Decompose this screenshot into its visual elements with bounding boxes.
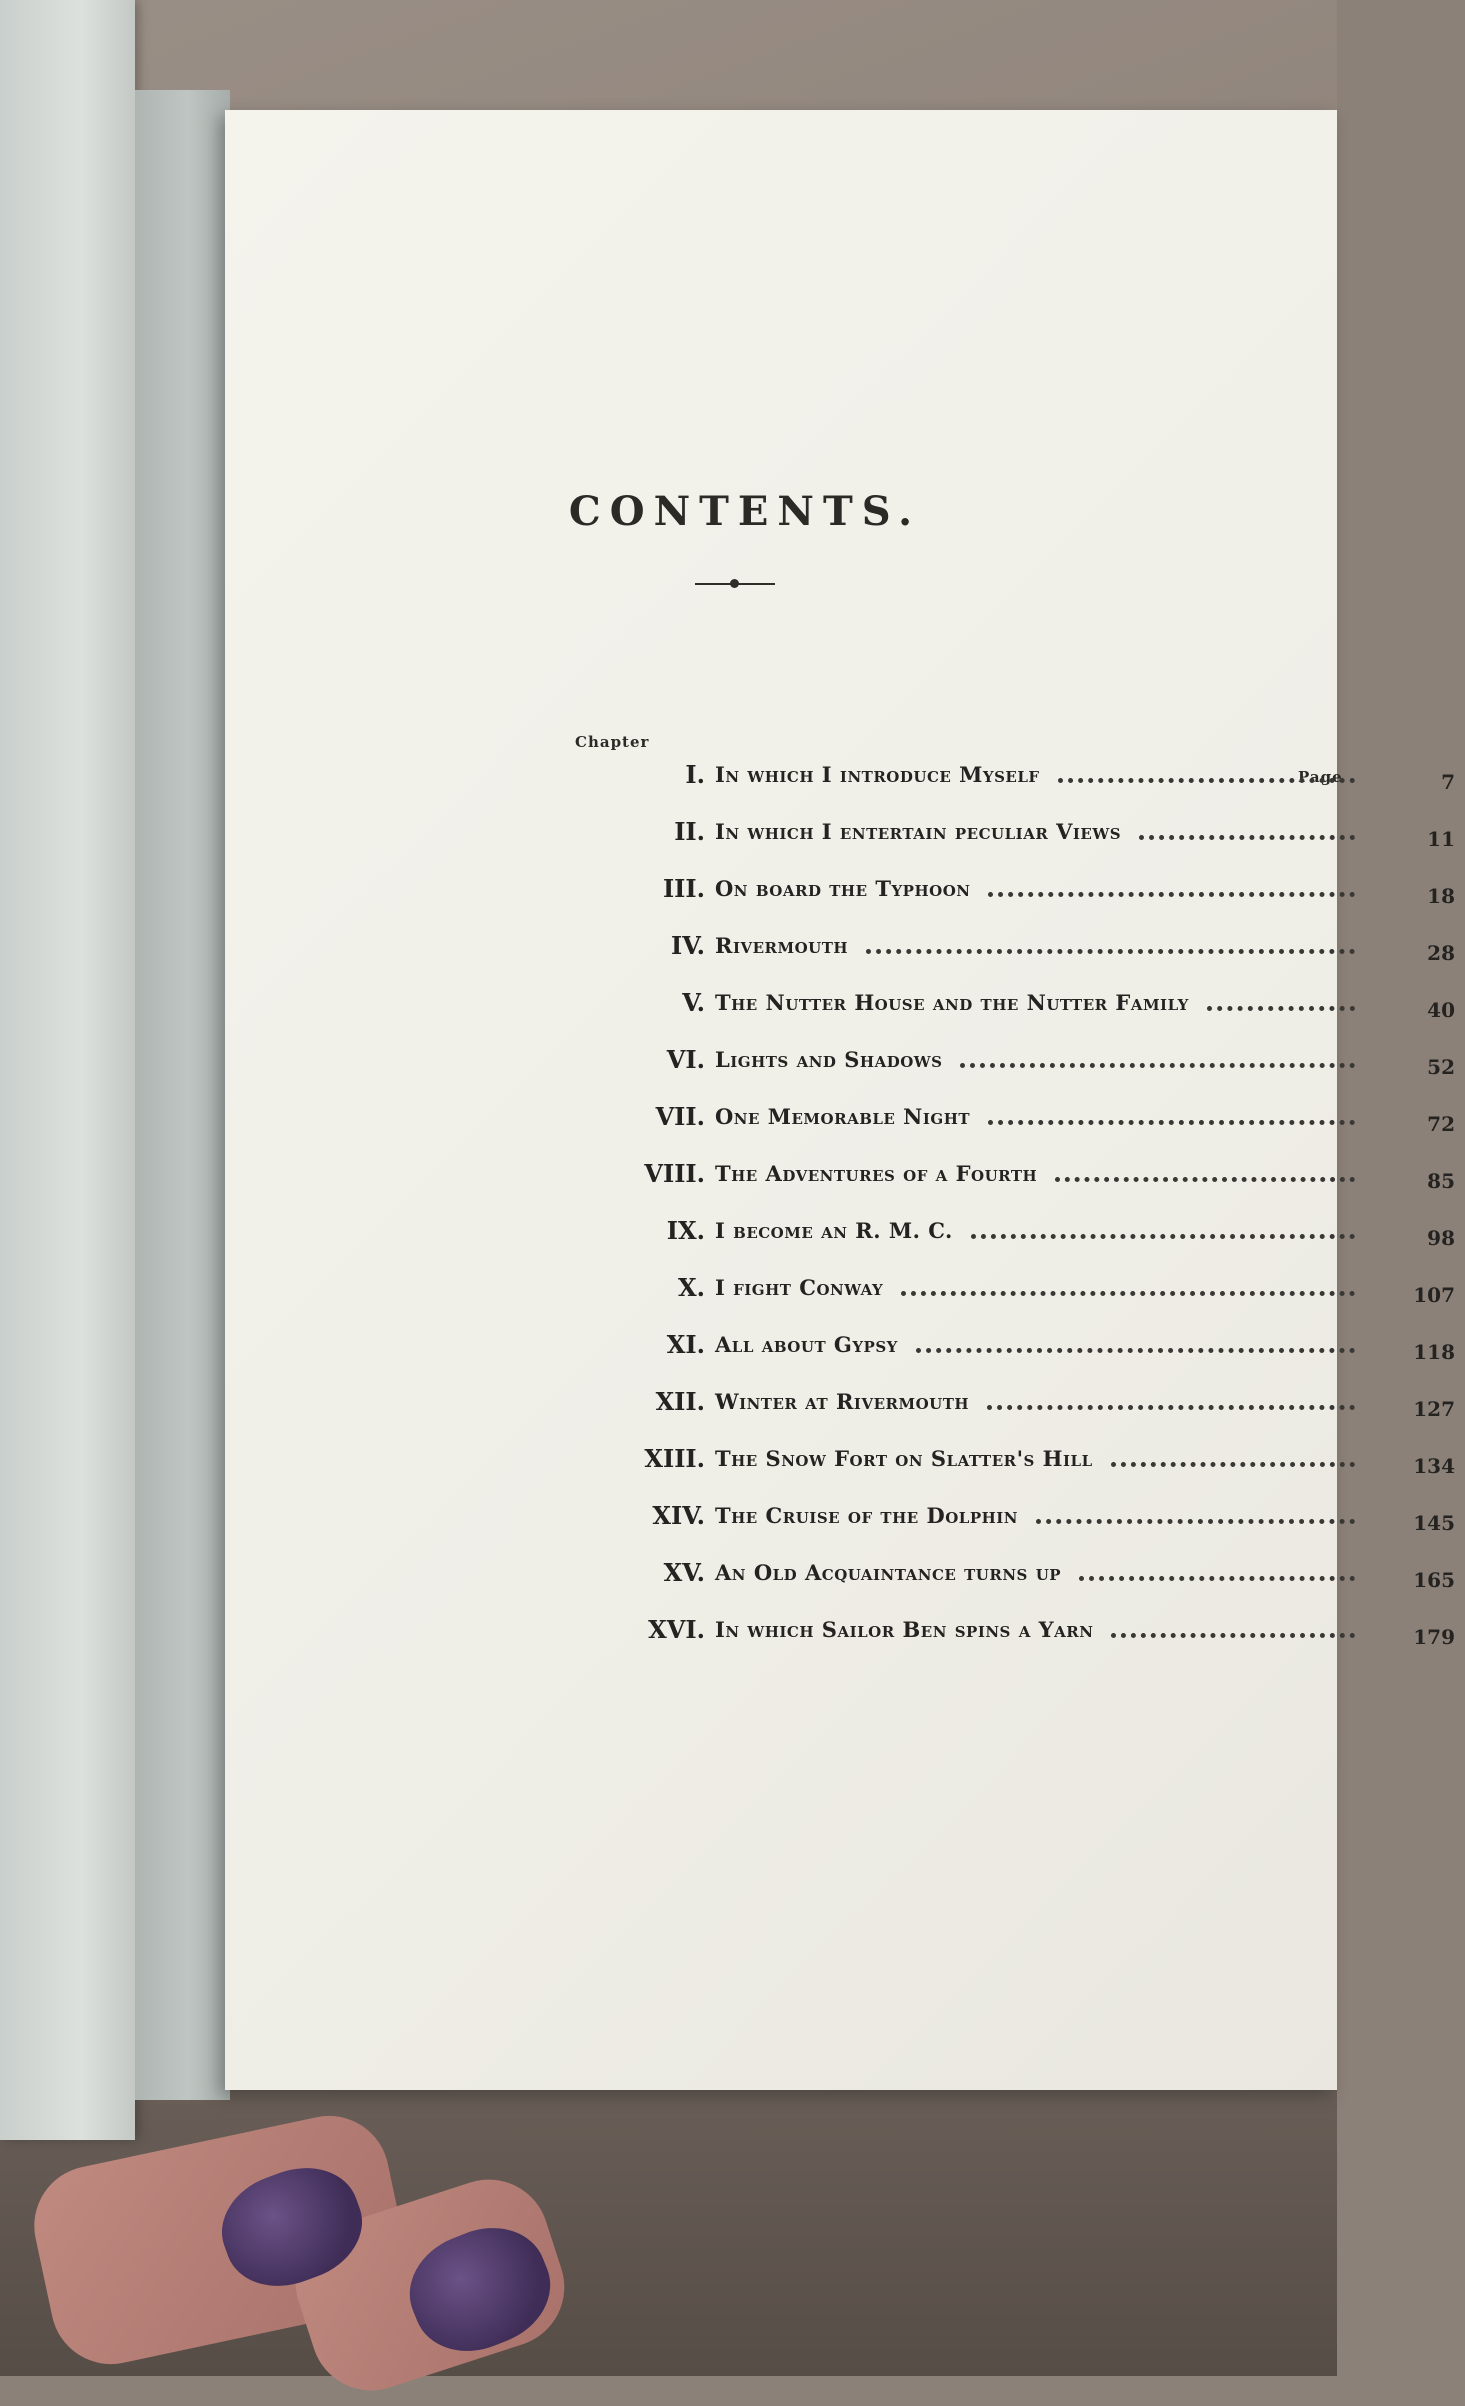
chapter-number: XI. — [666, 1330, 705, 1359]
chapter-number: VII. — [655, 1102, 705, 1131]
chapter-number: XII. — [655, 1387, 705, 1416]
toc-row — [585, 1330, 1455, 1374]
toc-row — [585, 760, 1455, 804]
chapter-title: I fight Conway — [715, 1275, 884, 1300]
dot-leader — [916, 1344, 1355, 1353]
toc-row — [585, 874, 1455, 918]
chapter-page-number: 118 — [1413, 1340, 1455, 1364]
chapter-page-number: 85 — [1427, 1169, 1455, 1193]
chapter-number: II. — [674, 817, 705, 846]
chapter-number: X. — [678, 1273, 705, 1302]
book-page-edge — [135, 90, 230, 2100]
chapter-number: III. — [662, 874, 705, 903]
dot-leader — [1036, 1515, 1355, 1524]
chapter-title: The Adventures of a Fourth — [715, 1161, 1038, 1186]
toc-row — [585, 1273, 1455, 1317]
toc-row — [585, 1501, 1455, 1545]
ornament-rule-icon — [695, 578, 775, 590]
chapter-title: Lights and Shadows — [715, 1047, 943, 1072]
dot-leader — [1111, 1629, 1355, 1638]
dot-leader — [1058, 774, 1355, 783]
toc-row — [585, 1102, 1455, 1146]
chapter-page-number: 107 — [1413, 1283, 1455, 1307]
dot-leader — [1139, 831, 1355, 840]
chapter-number: XIV. — [652, 1501, 705, 1530]
chapter-title: The Nutter House and the Nutter Family — [715, 990, 1189, 1015]
toc-row — [585, 988, 1455, 1032]
chapter-title: On board the Typhoon — [715, 876, 971, 901]
chapter-number: IX. — [666, 1216, 705, 1245]
chapter-title: In which I entertain peculiar Views — [715, 819, 1122, 844]
chapter-title: Winter at Rivermouth — [715, 1389, 970, 1414]
chapter-page-number: 145 — [1413, 1511, 1455, 1535]
chapter-title: Rivermouth — [715, 933, 849, 958]
toc-row — [585, 1558, 1455, 1602]
chapter-number: XIII. — [644, 1444, 705, 1473]
chapter-title: All about Gypsy — [715, 1332, 898, 1357]
dot-leader — [987, 1401, 1355, 1410]
dot-leader — [988, 1116, 1355, 1125]
chapter-number: IV. — [670, 931, 705, 960]
chapter-page-number: 18 — [1427, 884, 1455, 908]
toc-row — [585, 1387, 1455, 1431]
chapter-number: VI. — [666, 1045, 705, 1074]
chapter-number: XVI. — [648, 1615, 705, 1644]
chapter-page-number: 72 — [1427, 1112, 1455, 1136]
dot-leader — [1055, 1173, 1355, 1182]
chapter-column-header: Chapter — [575, 733, 650, 751]
page-column-header: Page — [1298, 768, 1343, 786]
chapter-page-number: 40 — [1427, 998, 1455, 1022]
chapter-title: The Cruise of the Dolphin — [715, 1503, 1019, 1528]
chapter-page-number: 11 — [1427, 827, 1455, 851]
chapter-title: I become an R. M. C. — [715, 1218, 953, 1243]
toc-row — [585, 1216, 1455, 1260]
chapter-title: In which I introduce Myself — [715, 762, 1040, 787]
chapter-page-number: 52 — [1427, 1055, 1455, 1079]
chapter-page-number: 165 — [1413, 1568, 1455, 1592]
chapter-page-number: 127 — [1413, 1397, 1455, 1421]
chapter-title: One Memorable Night — [715, 1104, 971, 1129]
chapter-number: V. — [682, 988, 705, 1017]
chapter-number: XV. — [663, 1558, 705, 1587]
chapter-page-number: 134 — [1413, 1454, 1455, 1478]
chapter-title: The Snow Fort on Slatter's Hill — [715, 1446, 1093, 1471]
contents-page — [225, 110, 1455, 2090]
chapter-page-number: 7 — [1441, 770, 1455, 794]
dot-leader — [1207, 1002, 1355, 1011]
dot-leader — [971, 1230, 1355, 1239]
chapter-page-number: 98 — [1427, 1226, 1455, 1250]
chapter-title: In which Sailor Ben spins a Yarn — [715, 1617, 1094, 1642]
chapter-page-number: 179 — [1413, 1625, 1455, 1649]
dot-leader — [960, 1059, 1355, 1068]
toc-row — [585, 1615, 1455, 1659]
chapter-title: An Old Acquaintance turns up — [715, 1560, 1062, 1585]
dot-leader — [1111, 1458, 1355, 1467]
dot-leader — [866, 945, 1355, 954]
dot-leader — [988, 888, 1355, 897]
toc-row — [585, 1159, 1455, 1203]
hand-photo-icon — [0, 2080, 640, 2376]
toc-row — [585, 1045, 1455, 1089]
dot-leader — [1079, 1572, 1355, 1581]
dot-leader — [901, 1287, 1355, 1296]
toc-row — [585, 931, 1455, 975]
chapter-number: VIII. — [644, 1159, 705, 1188]
chapter-page-number: 28 — [1427, 941, 1455, 965]
chapter-number: I. — [685, 760, 705, 789]
toc-row — [585, 1444, 1455, 1488]
book-cover-left — [0, 0, 135, 2140]
page-title: CONTENTS. — [568, 488, 922, 535]
toc-row — [585, 817, 1455, 861]
